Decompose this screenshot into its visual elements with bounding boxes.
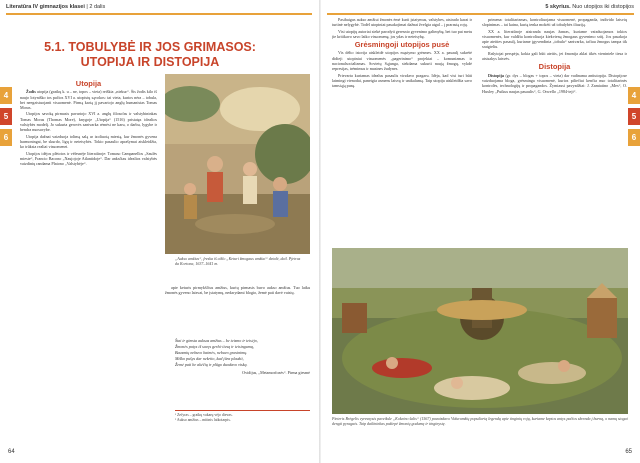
paragraph: Visi utopijų autoriai siekė parodyti geresnio gyvenimo galimybę, bet tuo pat metu jie kritikavo savo laiko visuomenę, jos ydas ir neteisybę. <box>332 28 472 39</box>
paragraph: apie keturis pirmykščius amžius, kurių pirmasis buvo aukso amžius. Tuo laiku žmonės gyveno laisvai, be įstatymų, nedarydami blogio, žemė pati davė vaisių. <box>165 285 310 296</box>
land-of-cockaigne-painting <box>332 248 628 414</box>
poem-line: Miško pušys dar nekrito, kad jūra plaukti, <box>175 356 244 361</box>
chapter-number: 5 skyrius. <box>545 4 571 10</box>
bruegel-caption: Pieteris Brėgelis vyresnysis paveiksle „Kokeino šalis“ (1567) pavaizdavo Viduramžių populiarią legendą apie tinginių rojų, kuriame keptos antys pačios skrenda į burną, o namų stogai dengti pyragais. Taip dailininkas pašiepė žmonių godumą ir tinginystę. <box>332 416 628 426</box>
fresco-image <box>165 74 310 254</box>
page-number-left: 64 <box>8 449 15 455</box>
paragraph: primena: totalitarizmas, kontroliuojama visuomenė, propaganda, individo laisvių slopinimas – tai kaina, kurią tenka mokėti už tobulybės iliuziją. <box>482 17 627 28</box>
book-title: Literatūra IV gimnazijos klasei <box>6 4 85 10</box>
lead-word: Žodis <box>26 89 36 95</box>
section-heading-utopija: Utopija <box>75 79 102 88</box>
bruegel-painting-image <box>332 248 628 414</box>
lead-word: Distopija <box>488 72 504 78</box>
paragraph: Prievarta kuriamas idealus pasaulis virsdavo pragaru. Idėja, kad visi turi būti laimingi vienodai, paneigia asmens laisvę ir unikalumą. Taip utopija atskleidžia savo tamsiąją pusę. <box>332 72 472 89</box>
footnote: ² Aukso amžius – mitinis laikotarpis. <box>175 417 231 422</box>
paragraph: Utopija dažnai vaizduoja tolimą salą ar izoliuotą miestą, kur žmonės gyvena harmoningai, be skurdo, ligų ir neteisybės. Tokio pasaulio aprašymai atskleidžia, ko trūksta realiai visuomenei. <box>20 133 157 150</box>
paragraph: Vis dėlto istorija atskleidė utopijos mąstymo grėsmes. XX a. pasaulį sukrėtė didieji utopiniai visuomenės „pagerinimo“ projektai – komunizmas ir nacionalsocializmas. Sovietų Sąjunga, siekdama sukurti naują žmogų, vykdė represijas, trėmimus ir masines žudynes. <box>332 50 472 72</box>
poem-attribution: Ovidijus, „Metamorfozės“. Pirma giesmė <box>242 370 310 375</box>
running-header-left <box>6 4 105 10</box>
fresco-painting <box>165 74 310 254</box>
middle-text-column <box>165 285 310 335</box>
section-heading-gresmingoji: Grėsmingoji utopijos pusė <box>354 40 450 50</box>
paragraph-text: (gr. dys – blogas + topos – vieta) dar vadinama antiutopija. Distopijose vaizduojama bloga, grėsminga visuomenė, kurios piliečiai kenčia nuo totalitarinės kontrolės, technologijų ir propagandos. Žymiausi pavyzdžiai: J. Zamiatino „Mes“, O. Huxley „Puikus naujas pasaulis“, G. Orwello „1984-ieji“. <box>482 72 627 94</box>
paragraph-text: utopija (graikų k. u – ne, topos – vieta) reiškia „niekur“. Šis žodis kilo iš naujo lotyniško tos pačios XVI a. utopistų sąvokos: tai vieta, kurios nėra – tobula, bet neegzistuojanti visuomenė. Pirmą kartą jį pavartojo anglų humanistas Tomas Moras. <box>20 89 157 111</box>
poem-line: Žemė pati be akėčių ir plūgo duodavo viską. <box>175 362 248 367</box>
paragraph: Pasibaigus aukso amžiui žmonės ėmė kurti įstatymus, valstybes, atsirado karai ir turtinė nelygybė. Todėl utopiniai pasakojimai dažnai žvelgia atgal – į prarastą rojų. <box>332 17 472 28</box>
fresco-caption: „Aukso amžius“, freska iš ciklo „Keturi žmogaus amžiai“ detalė, dail. Pjetras da Kortona, 1637–1641 m. <box>175 256 301 266</box>
chapter-tab-5-left[interactable]: 5 <box>0 108 12 125</box>
chapter-tab-6-right[interactable]: 6 <box>628 129 640 146</box>
paragraph: Utopijos idėjos plėtotos ir vėlesnėje literatūroje: Tomaso Campanellos „Saulės mieste“, Francio Bacono „Naujojoje Atlantidoje“. Dar anksčiau idealios valstybės vaizdinių randama Platono „Valstybėje“. <box>20 150 157 167</box>
chapter-tab-4-left[interactable]: 4 <box>0 87 12 104</box>
left-text-column <box>20 78 157 430</box>
section-heading-distopija: Distopija <box>538 62 571 72</box>
right-text-column-2 <box>482 17 627 235</box>
book-part: | 2 dalis <box>86 4 106 10</box>
paragraph <box>20 89 157 110</box>
page-gutter <box>319 0 321 463</box>
paragraph: Rašytojai perspėja, kokia gali būti ateitis, jei žmonija aklai tikės vienintele tiesa ir atsisakys laisvės. <box>482 50 627 62</box>
footnote: ¹ Zefyras – graikų vakarų vėjo dievas. <box>175 413 233 417</box>
footnotes <box>175 410 310 423</box>
poem-excerpt <box>175 338 310 376</box>
chapter-title: 5.1. TOBULYBĖ IR JOS GRIMASOS: UTOPIJA IR DISTOPIJA <box>44 40 256 69</box>
paragraph: Utopijos savoką pirmasis pavartojo XVI a. anglų filosofas ir valstybininkas Tomas Moras (Thomas More), knygoje „Utopija“ (1516) pristatęs idealios valstybės modelį. Jo sukurta gerovės santvarka rėmėsi ne karu, o darbu, lygybe ir bendra nuosavybe. <box>20 111 157 133</box>
chapter-name: Nuo utopijos iki distopijos <box>572 4 634 10</box>
header-rule-left <box>6 13 312 15</box>
paragraph <box>482 73 627 94</box>
chapter-tab-6-left[interactable]: 6 <box>0 129 12 146</box>
header-rule-right <box>327 13 634 15</box>
poem-line: Štai ir gimsta auksas amžius – be teismo ir teisėjo, <box>175 338 258 343</box>
running-header-right <box>545 4 634 10</box>
poem-line: Žmonės patys iš savęs gerbė tiesą ir teisingumą, <box>175 344 254 349</box>
chapter-tab-4-right[interactable]: 4 <box>628 87 640 104</box>
paragraph: XX a. literatūroje atsiranda naujas žanras, kuriame vaizduojamos tokios visuomenės, kur valdžia kontroliuoja kiekvieną žmogaus gyvenimo sritį. Jos pasakoja apie ateities pasaulį, kuriame įgyvendinta „tobula“ santvarka, tačiau žmogus tampa tik sraigteliu. <box>482 28 627 50</box>
poem-line: Bausmių nebuvo baimės, nebuvo grasinimų. <box>175 350 248 355</box>
page-number-right: 65 <box>625 449 632 455</box>
chapter-tab-5-right[interactable]: 5 <box>628 108 640 125</box>
